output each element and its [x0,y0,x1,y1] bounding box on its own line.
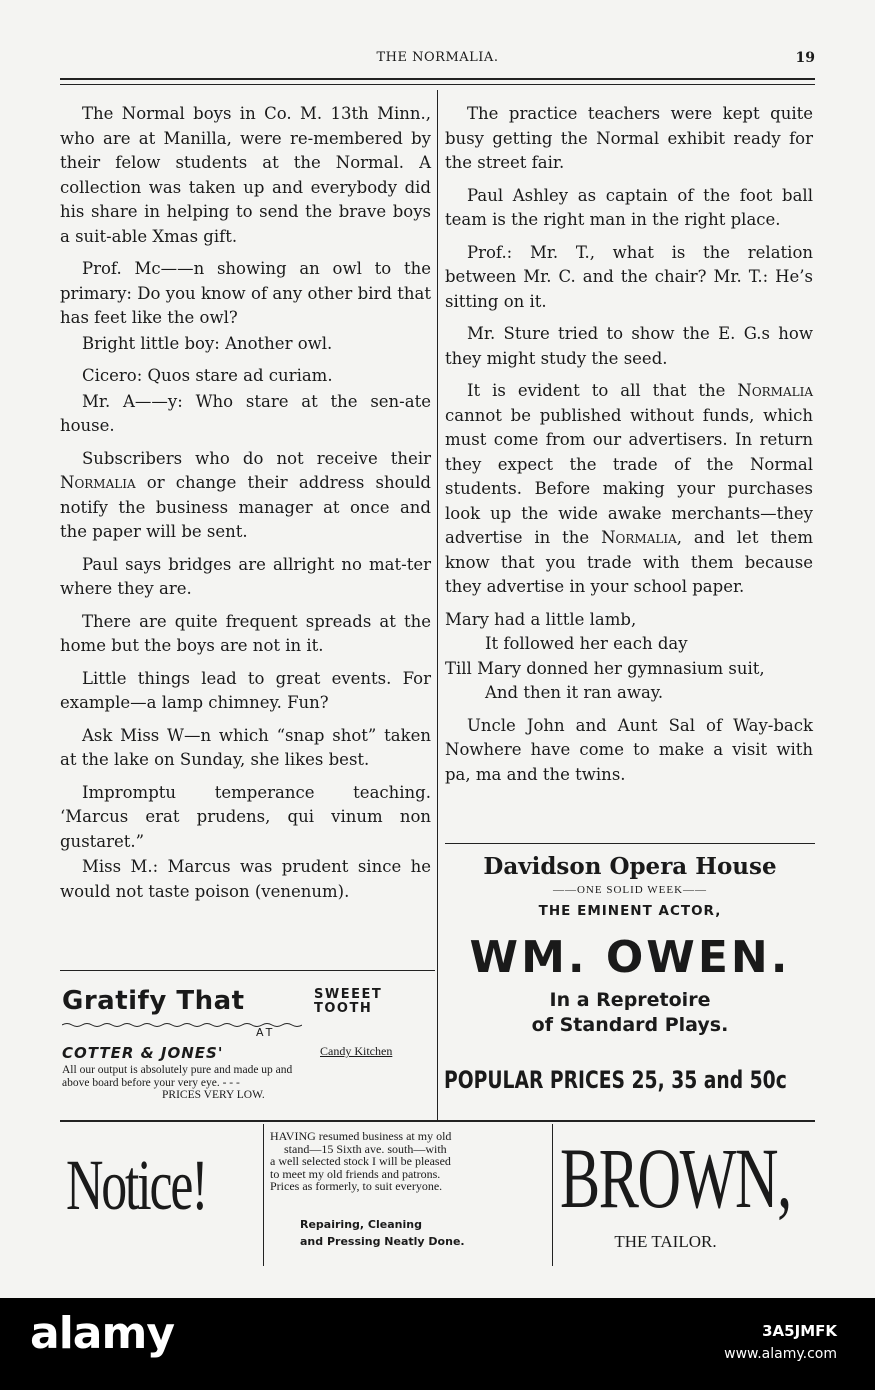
brown-tailor-ad [558,1128,815,1263]
page-number: 19 [795,50,815,66]
actor-name: WM. OWEN. [469,932,791,983]
paragraph: Paul says bridges are allright no mat-ter where they are. [60,554,431,598]
popular-prices: POPULAR PRICES 25, 35 and 50c [444,1066,787,1094]
image-id: 3A5JMFK [762,1322,837,1340]
poem [445,608,813,706]
site-url: www.alamy.com [724,1346,837,1362]
cotter-jones-name: COTTER & JONES' [62,1044,224,1062]
ad-line: HAVING resumed business at my old [270,1129,452,1143]
paragraph: Prof. Mc——n showing an owl to the primary: Do you know of any other bird that has feet like the owl? [60,259,431,327]
notice-headline: Notice! [66,1145,207,1225]
normalia-name: Normalia, [601,528,682,547]
normalia-name: Normalia [60,473,136,492]
gratify-headline: Gratify That [62,986,245,1016]
paragraph: The Normal boys in Co. M. 13th Minn., who are at Manilla, were re-membered by their felow students at the Normal. A collection was taken up and everybody did his share in helping to send the brave boys a suit-able Xmas gift. [60,104,431,246]
ad-divider [263,1124,264,1266]
ad-line: a well selected stock I will be pleased [270,1154,451,1168]
paragraph: Miss M.: Marcus was prudent since he would not taste poison (venenum). [60,857,431,901]
paragraph: Prof.: Mr. T., what is the relation between Mr. C. and the chair? Mr. T.: He’s sitting on it. [445,242,813,311]
candy-kitchen: Candy Kitchen [320,1044,393,1058]
ad-line: All our output is absolutely pure and made up and [62,1064,293,1076]
ad-rule [60,970,435,971]
paragraph: Impromptu temperance teaching. ‘Marcus erat prudens, qui vinum non gustaret.” [60,782,431,851]
left-column [60,102,431,912]
pressing-line: and Pressing Neatly Done. [300,1235,465,1248]
paragraph: Little things lead to great events. For example—a lamp chimney. Fun? [60,668,431,712]
at-word: AT [256,1026,276,1039]
right-column [445,102,813,795]
watermark-band [0,1298,875,1390]
paragraph: Cicero: Quos stare ad curiam. [82,366,333,385]
notice-text [270,1130,548,1260]
alamy-logo: alamy [30,1308,174,1359]
opera-house-ad [440,852,820,1117]
paragraph: Bright little boy: Another owl. [82,333,333,353]
column-divider [437,90,438,1120]
header-rule-bottom [60,84,815,85]
sweet-word: SWEEET [314,987,383,1002]
ad-line: Prices as formerly, to suit everyone. [270,1179,443,1193]
run-length: ——ONE SOLID WEEK—— [552,884,708,896]
paragraph: Mr. A——y: Who stare at the sen-ate house. [60,391,431,435]
repairing-line: Repairing, Cleaning [300,1218,422,1231]
paragraph: It is evident to all that the Normalia cannot be published without funds, which must come from our advertisers. In return they expect the trade of the Normal students. Before making your purchases look up the wide awake merchants—they advertise in the Normalia, and let them know that you trade with them because they advertise in your school paper. [445,381,814,596]
paragraph: Mr. Sture tried to show the E. G.s how they might study the seed. [445,324,813,368]
poem-line: Mary had a little lamb, [445,609,637,629]
ad-line: stand—15 Sixth ave. south—with [284,1141,447,1156]
ad-line: to meet my old friends and patrons. [270,1166,441,1181]
paragraph: Paul Ashley as captain of the foot ball team is the right man in the right place. [445,185,813,229]
repertoire-line: In a Repretoire [549,989,711,1011]
paragraph: Uncle John and Aunt Sal of Way-back Nowhere have come to make a visit with pa, ma and the twins. [445,715,813,784]
poem-line: And then it ran away. [485,683,664,702]
eminent-actor-label: THE EMINENT ACTOR, [538,903,722,919]
venue-name: Davidson Opera House [483,853,777,880]
poem-line: Till Mary donned her gymnasium suit, [445,658,765,678]
tooth-word: TOOTH [314,1001,373,1016]
journal-title: THE NORMALIA. [376,50,499,65]
ad-rule [445,843,815,844]
ad-line: above board before your very eye. - - - [62,1076,240,1089]
bottom-rule [60,1120,815,1122]
notice-ad [66,1130,261,1260]
paragraph: The practice teachers were kept quite busy getting the Normal exhibit ready for the street fair. [445,104,813,172]
repertoire-line: of Standard Plays. [531,1014,729,1036]
poem-line: It followed her each day [485,634,688,653]
ad-divider [552,1124,553,1266]
cotter-jones-ad [60,982,435,1112]
page-header [60,50,815,70]
brown-name: BROWN, [560,1130,791,1226]
tailor-label: THE TAILOR. [614,1232,717,1251]
header-rule-top [60,78,815,80]
normalia-name: Normalia [737,381,814,400]
paragraph: Subscribers who do not receive their Normalia or change their address should notify the business manager at once and the paper will be sent. [60,448,431,541]
paragraph: There are quite frequent spreads at the home but the boys are not in it. [60,611,431,655]
ad-prices: PRICES VERY LOW. [162,1089,265,1101]
paragraph: Ask Miss W—n which “snap shot” taken at the lake on Sunday, she likes best. [60,725,431,769]
